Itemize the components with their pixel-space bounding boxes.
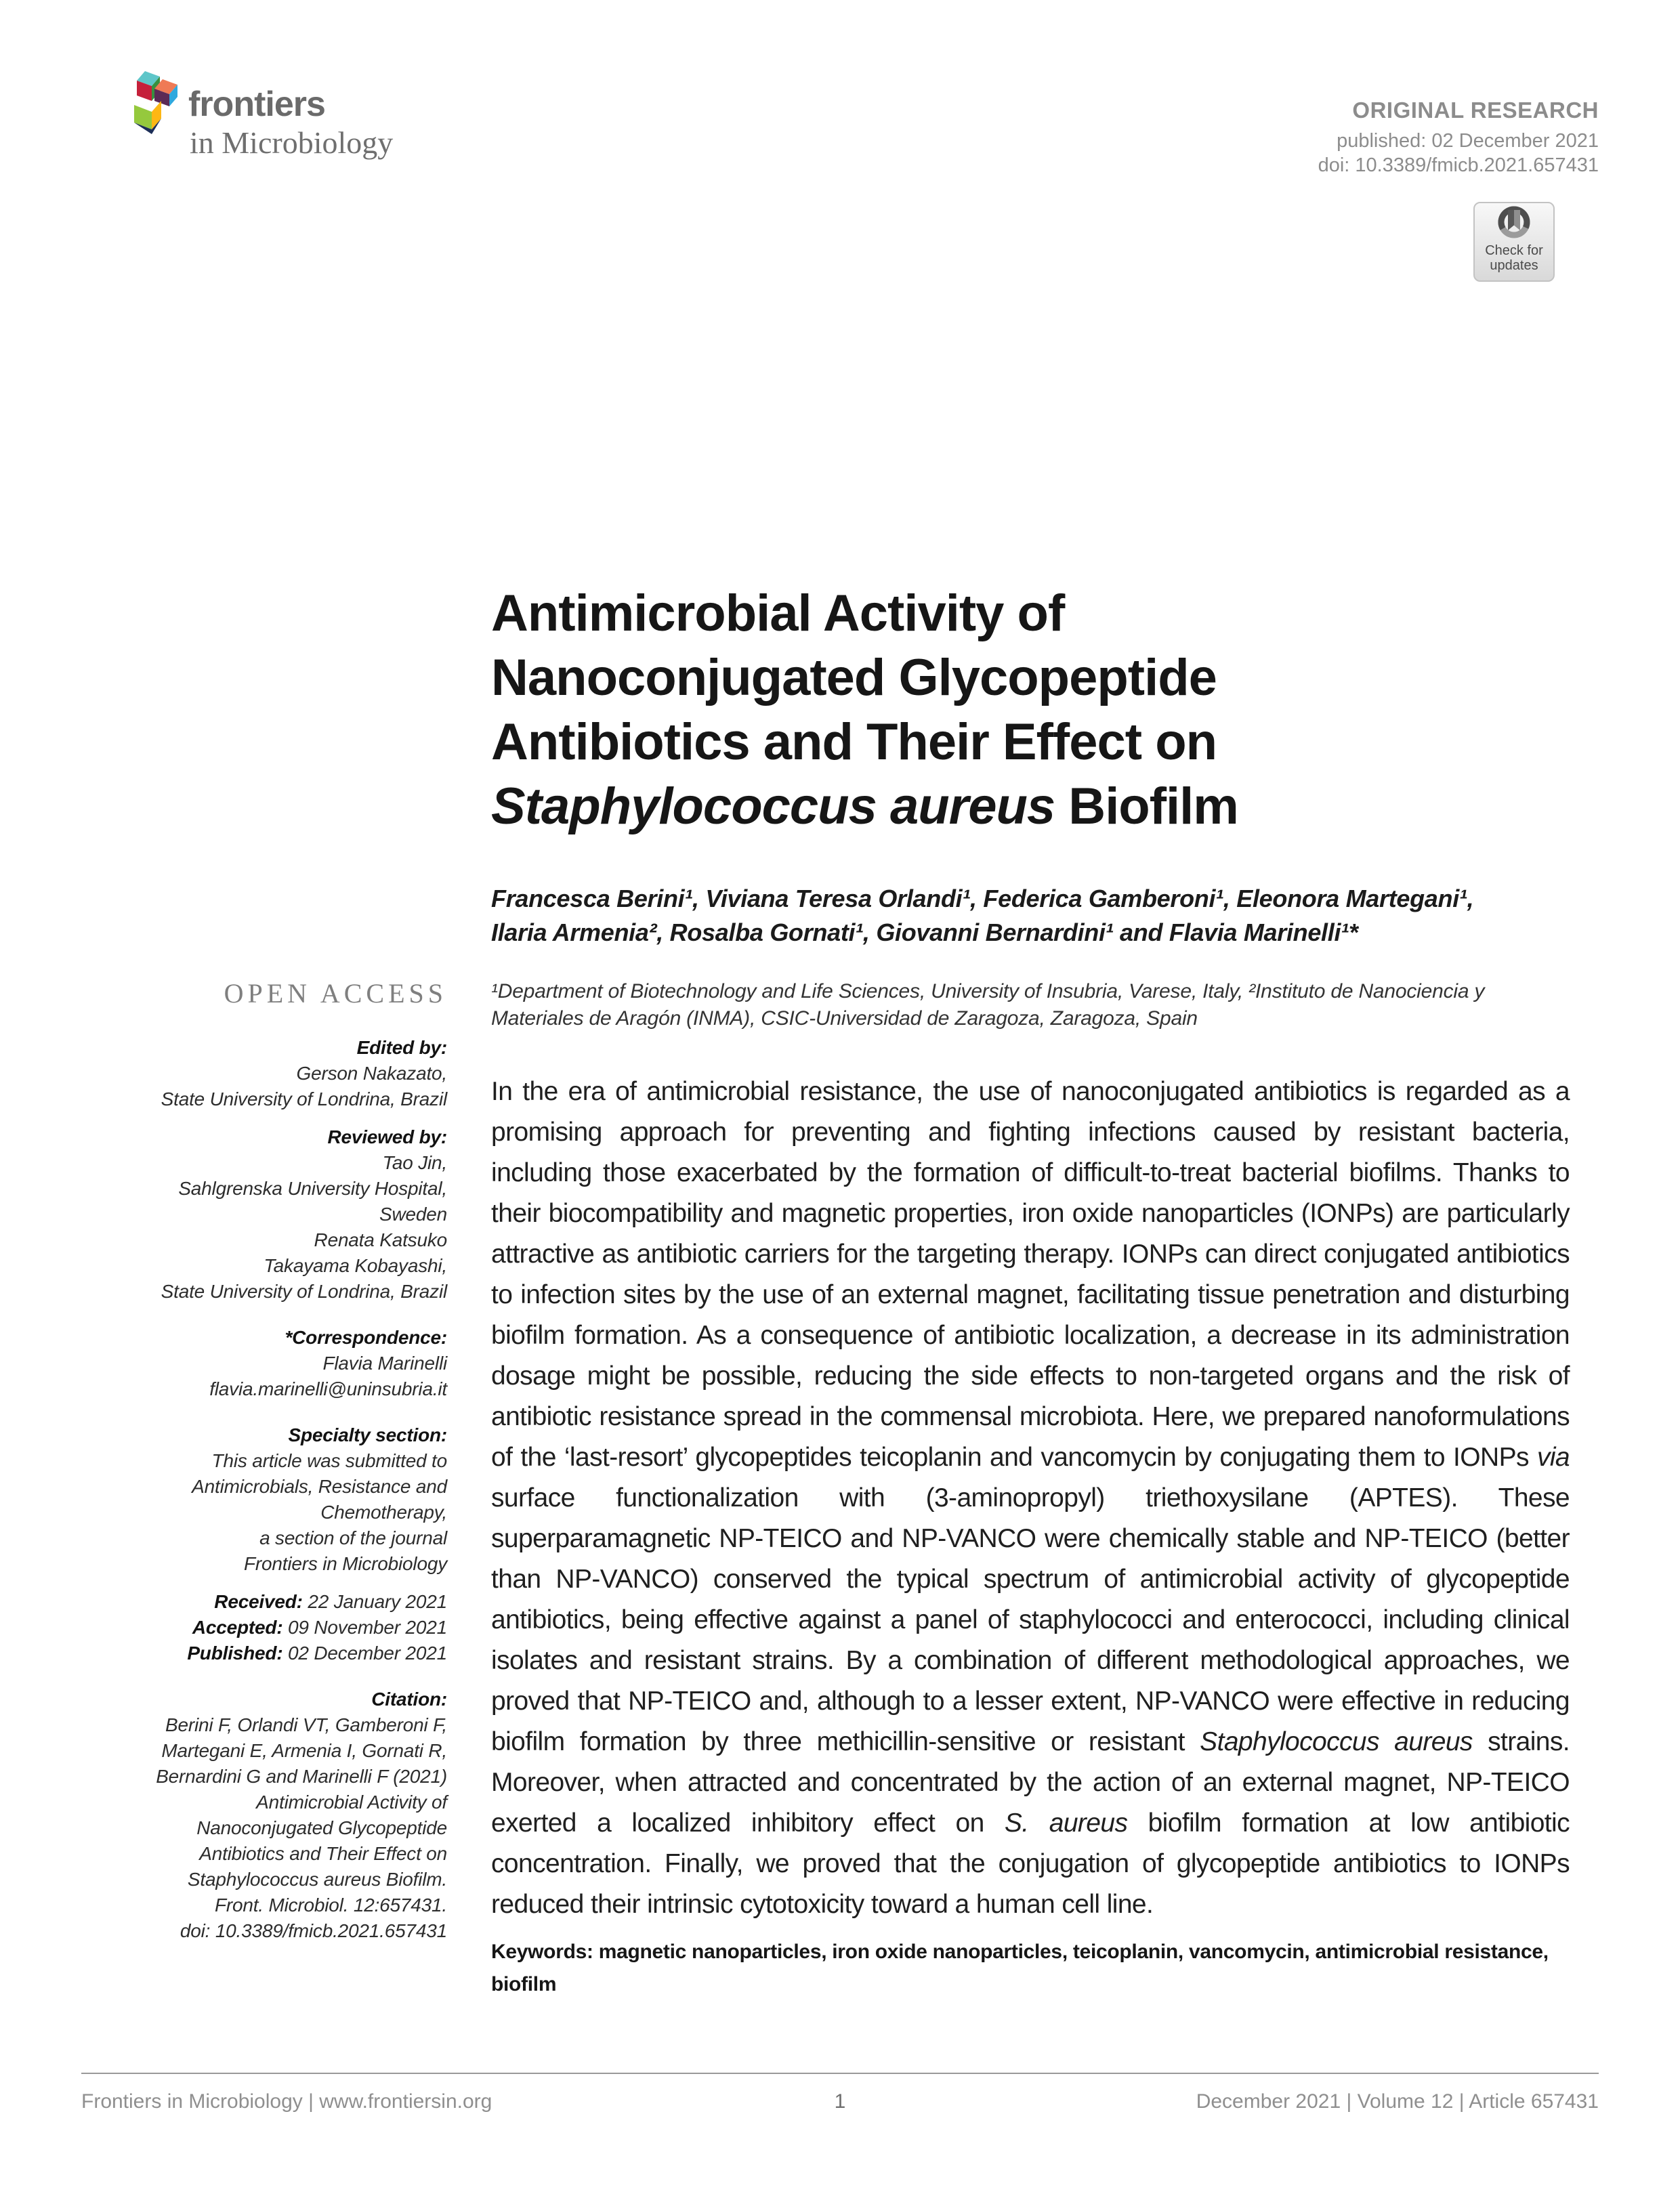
received-label: Received: <box>214 1591 303 1612</box>
citation-line: Staphylococcus aureus Biofilm. <box>187 1869 447 1890</box>
correspondence-email[interactable]: flavia.marinelli@uninsubria.it <box>209 1378 447 1399</box>
abstract-fragment: strains. Moreover, when attracted and concentrated by the action of an external magnet, NP-TEICO exerted a localized inhibitory effect on <box>491 1727 1570 1838</box>
footer-journal-link[interactable]: Frontiers in Microbiology | www.frontiersin.org <box>81 2090 492 2113</box>
title-line: Nanoconjugated Glycopeptide <box>491 649 1217 706</box>
accepted-label: Accepted: <box>192 1617 283 1638</box>
published-date: published: 02 December 2021 <box>1337 130 1599 152</box>
correspondence-name: Flavia Marinelli <box>322 1353 447 1374</box>
accepted-value: 09 November 2021 <box>288 1617 447 1638</box>
check-line2: updates <box>1490 258 1538 273</box>
check-line1: Check for <box>1485 243 1543 258</box>
abstract-text <box>491 1072 1570 1925</box>
reviewer-line: Takayama Kobayashi, <box>264 1255 447 1276</box>
open-access-label: OPEN ACCESS <box>224 978 447 1009</box>
reviewer-line: Sweden <box>379 1204 447 1225</box>
citation-doi[interactable]: doi: 10.3389/fmicb.2021.657431 <box>180 1920 447 1941</box>
article-type-label: ORIGINAL RESEARCH <box>1352 98 1599 123</box>
crossmark-icon <box>1492 205 1536 244</box>
page-number: 1 <box>834 2090 846 2113</box>
edited-by-block <box>68 1035 447 1112</box>
journal-name: in Microbiology <box>190 125 394 160</box>
specialty-section-block <box>68 1422 447 1577</box>
citation-line: Front. Microbiol. 12:657431. <box>214 1895 447 1916</box>
citation-line: Antimicrobial Activity of <box>256 1792 447 1813</box>
editor-name: Gerson Nakazato, <box>296 1063 447 1084</box>
correspondence-block <box>68 1325 447 1402</box>
citation-label: Citation: <box>371 1689 447 1710</box>
citation-line: Antibiotics and Their Effect on <box>199 1843 447 1864</box>
abstract-fragment: In the era of antimicrobial resistance, the use of nanoconjugated antibiotics is regarded as a promising approach for preventing and fighting infections caused by resistant bacteria, including those exacerbated by the formation of difficult-to-treat bacterial biofilms. Thanks to their biocompatibility and magnetic properties, iron oxide nanoparticles (IONPs) are particularly attractive as antibiotic carriers for the targeting therapy. IONPs can direct conjugated antibiotics to infection sites by the use of an external magnet, facilitating tissue penetration and disturbing biofilm formation. As a consequence of antibiotic localization, a decrease in its administration dosage might be possible, reducing the side effects to non-targeted organs and the risk of antibiotic resistance spread in the commensal microbiota. Here, we prepared nanoformulations of the ‘last-resort’ glycopeptides teicoplanin and vancomycin by conjugating them to IONPs <box>491 1077 1570 1472</box>
published-value: 02 December 2021 <box>288 1643 447 1664</box>
frontiers-cubes-icon <box>124 68 181 135</box>
citation-line: Bernardini G and Marinelli F (2021) <box>156 1766 447 1787</box>
published-label: Published: <box>187 1643 283 1664</box>
abstract-italic: via <box>1536 1443 1570 1472</box>
doi-link[interactable]: doi: 10.3389/fmicb.2021.657431 <box>1318 154 1599 176</box>
citation-line: Berini F, Orlandi VT, Gamberoni F, <box>165 1714 447 1735</box>
check-for-updates-label <box>1475 243 1553 273</box>
citation-line: Martegani E, Armenia I, Gornati R, <box>161 1740 447 1761</box>
author-line: Ilaria Armenia², Rosalba Gornati¹, Giovanni Bernardini¹ and Flavia Marinelli¹* <box>491 918 1358 946</box>
published-date-side <box>68 1641 447 1666</box>
received-value: 22 January 2021 <box>308 1591 447 1612</box>
footer-divider <box>81 2073 1599 2074</box>
reviewer-line: Tao Jin, <box>382 1152 447 1173</box>
reviewed-by-label: Reviewed by: <box>327 1126 447 1147</box>
specialty-line: Chemotherapy, <box>320 1502 447 1523</box>
dates-block <box>68 1589 447 1666</box>
citation-block <box>68 1687 447 1944</box>
reviewer-line: State University of Londrina, Brazil <box>161 1281 447 1302</box>
abstract-italic: S. aureus <box>1004 1808 1128 1838</box>
specialty-line: Antimicrobials, Resistance and <box>192 1476 447 1497</box>
abstract-italic: Staphylococcus aureus <box>1200 1727 1473 1756</box>
footer-issue-info: December 2021 | Volume 12 | Article 657431 <box>1196 2090 1599 2113</box>
header-meta <box>1318 98 1599 177</box>
accepted-date <box>68 1615 447 1641</box>
editor-affiliation: State University of Londrina, Brazil <box>161 1088 447 1109</box>
journal-brand: frontiers <box>188 85 325 124</box>
title-line-rest: Biofilm <box>1055 778 1238 835</box>
specialty-line: This article was submitted to <box>211 1450 447 1471</box>
author-line: Francesca Berini¹, Viviana Teresa Orlandi¹, Federica Gamberoni¹, Eleonora Martegani¹, <box>491 885 1474 912</box>
citation-line: Nanoconjugated Glycopeptide <box>196 1817 447 1838</box>
keywords-line: Keywords: magnetic nanoparticles, iron oxide nanoparticles, teicoplanin, vancomycin, antimicrobial resistance, biofilm <box>491 1941 1549 1995</box>
specialty-section-label: Specialty section: <box>288 1424 447 1445</box>
affiliations: ¹Department of Biotechnology and Life Sciences, University of Insubria, Varese, Italy, ²Instituto de Nanociencia y Materiales de Aragón (INMA), CSIC-Universidad de Zaragoza, Zaragoza, Spain <box>491 980 1485 1030</box>
received-date <box>68 1589 447 1615</box>
reviewed-by-block <box>68 1124 447 1305</box>
title-line: Antimicrobial Activity of <box>491 585 1065 642</box>
abstract-fragment: biofilm formation at low antibiotic concentration. Finally, we proved that the conjugation of glycopeptide antibiotics to IONPs reduced their intrinsic cytotoxicity toward a human cell line. <box>491 1808 1570 1919</box>
reviewer-line: Renata Katsuko <box>314 1229 447 1250</box>
specialty-line: a section of the journal <box>259 1527 447 1548</box>
abstract-column <box>491 1072 1570 2001</box>
check-for-updates-button[interactable] <box>1473 202 1555 282</box>
correspondence-label: *Correspondence: <box>285 1327 447 1348</box>
edited-by-label: Edited by: <box>356 1037 447 1058</box>
specialty-line: Frontiers in Microbiology <box>244 1553 447 1574</box>
reviewer-line: Sahlgrenska University Hospital, <box>178 1178 447 1199</box>
title-line: Antibiotics and Their Effect on <box>491 713 1217 771</box>
abstract-fragment: surface functionalization with (3-aminopropyl) triethoxysilane (APTES). These superparamagnetic NP-TEICO and NP-VANCO were chemically stable and NP-TEICO (better than NP-VANCO) conserved the typical spectrum of antimicrobial activity of glycopeptide antibiotics, being effective against a panel of staphylococci and enterococci, including clinical isolates and resistant strains. By a combination of different methodological approaches, we proved that NP-TEICO and, although to a lesser extent, NP-VANCO were effective in reducing biofilm formation by three methicillin-sensitive or resistant <box>491 1483 1570 1756</box>
title-line <box>491 774 1589 839</box>
author-list <box>491 882 1602 950</box>
sidebar <box>68 978 447 1956</box>
article-title <box>491 581 1589 839</box>
title-species-italic: Staphylococcus aureus <box>491 778 1055 835</box>
